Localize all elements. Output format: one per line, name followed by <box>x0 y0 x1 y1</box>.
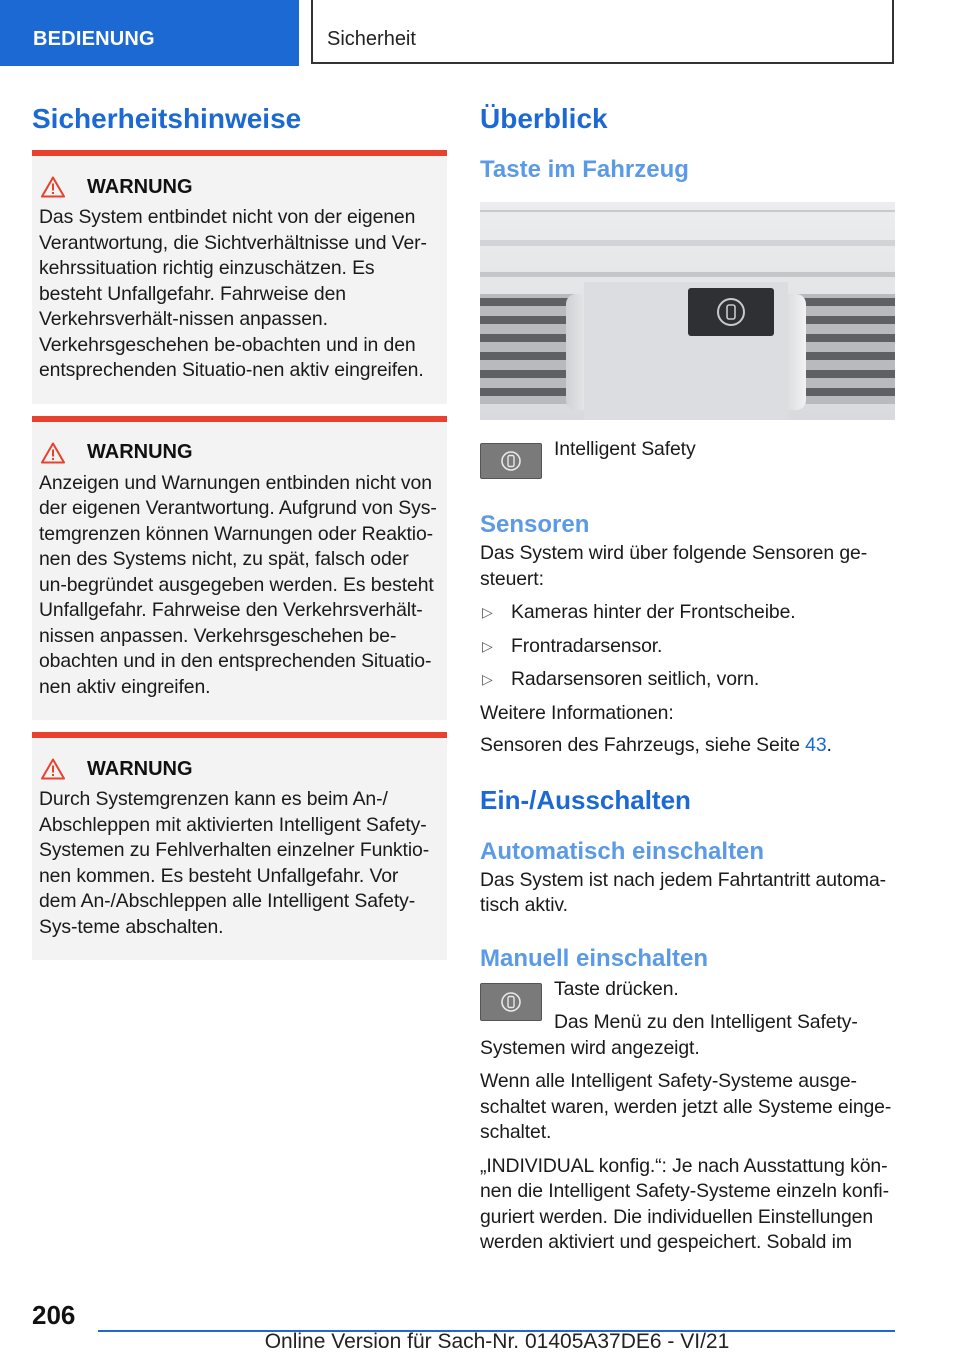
list-item-text: Frontradarsensor. <box>511 634 663 657</box>
onoff-heading: Ein-/Ausschalten <box>480 784 691 815</box>
auto-text: Das System ist nach jedem Fahrtantritt automa-tisch aktiv. <box>480 868 886 916</box>
more-info-label: Weitere Informationen: <box>480 701 674 724</box>
intelligent-safety-icon <box>500 991 522 1013</box>
chapter-label: Sicherheit <box>327 28 416 50</box>
reference-text: Sensoren des Fahrzeugs, siehe Seite <box>480 734 806 756</box>
warning-label: WARNUNG <box>87 441 193 463</box>
manual-paragraph-2: „INDIVIDUAL konfig.“: Je nach Ausstattung kön-nen die Intelligent Safety-Systeme einzeln konfi-guriert werden. Die individuellen Einstellungen werden aktiviert und gespeichert. Sobald im <box>480 1154 889 1253</box>
list-item-text: Radarsensoren seitlich, vorn. <box>511 668 760 690</box>
overview-title: Überblick <box>480 103 608 134</box>
intelligent-safety-button-icon <box>480 443 542 479</box>
warning-text: Anzeigen und Warnungen entbinden nicht von der eigenen Verantwortung. Aufgrund von Sys-temgrenzen können Warnungen oder Reaktio-nen des Systems nicht, zu spät, falsch oder un-begründet ausgegeben werden. Es besteht Unfallgefahr. Fahrweise den Verkehrsverhält-nissen anpassen. Verkehrsgeschehen be-obachten und in den entsprechenden Situatio-nen aktiv eingreifen. <box>39 471 437 698</box>
manual-step-2: Das Menü zu den Intelligent Safety- <box>554 1011 858 1033</box>
page-number: 206 <box>32 1300 76 1330</box>
button-caption-row <box>480 438 895 479</box>
warning-label: WARNUNG <box>87 175 193 198</box>
list-item <box>480 667 895 693</box>
bullet-triangle-icon: ▷ <box>482 637 493 654</box>
bullet-triangle-icon: ▷ <box>482 604 493 620</box>
warning-box-3 <box>32 732 447 960</box>
chapter-header <box>311 0 894 64</box>
manual-heading: Manuell einschalten <box>480 944 709 972</box>
intelligent-safety-icon <box>500 450 522 472</box>
intelligent-safety-button-icon <box>480 983 542 1021</box>
section-label: BEDIENUNG <box>33 28 155 50</box>
button-caption: Intelligent Safety <box>554 438 696 460</box>
footer-text <box>0 1330 960 1354</box>
page-title-safety: Sicherheitshinweise <box>32 103 302 134</box>
bullet-triangle-icon: ▷ <box>482 671 493 687</box>
warning-triangle-icon <box>41 442 65 464</box>
warning-box-2 <box>32 416 447 721</box>
manual-paragraph-1: Wenn alle Intelligent Safety-Systeme ausge-schaltet waren, werden jetzt alle Systeme einge-schaltet. <box>480 1070 892 1143</box>
list-item <box>480 634 895 660</box>
sensors-heading: Sensoren <box>480 511 590 538</box>
warning-box-1 <box>32 150 447 404</box>
list-item <box>480 600 895 626</box>
manual-step-1: Taste drücken. <box>554 977 679 1000</box>
warning-text: Das System entbindet nicht von der eigenen Verantwortung, die Sichtverhältnisse und Ver-kehrssituation richtig einzuschätzen. Es besteht Unfallgefahr. Fahrweise den Verkehrsverhält-nissen anpassen. Verkehrsgeschehen be-obachten und in den entsprechenden Situatio-nen aktiv eingreifen. <box>39 206 427 381</box>
manual-step-row <box>480 977 895 1036</box>
footer-version: Online Version für Sach-Nr. 01405A37DE6 - VI/21 <box>264 1330 730 1353</box>
page-reference <box>480 733 895 759</box>
warning-triangle-icon <box>41 176 65 198</box>
right-column <box>480 100 895 1256</box>
list-item-text: Kameras hinter der Frontscheibe. <box>511 601 796 623</box>
vent-photo-illustration <box>480 202 895 420</box>
left-column <box>32 100 447 972</box>
page-link[interactable]: 43 <box>805 734 827 756</box>
section-tab <box>0 0 299 66</box>
button-photo <box>480 202 895 420</box>
warning-triangle-icon <box>41 758 65 780</box>
manual-step-2-cont: Systemen wird angezeigt. <box>480 1036 700 1059</box>
reference-end: . <box>826 734 832 756</box>
sensors-intro: Das System wird über folgende Sensoren ge-steuert: <box>480 542 868 590</box>
warning-label: WARNUNG <box>87 757 193 780</box>
warning-text: Durch Systemgrenzen kann es beim An-/ Abschleppen mit aktivierten Intelligent Safety-Systemen zu Fehlverhalten einzelner Funktio-nen kommen. Es besteht Unfallgefahr. Vor dem An-/Abschleppen alle Intelligent Safety-Sys-teme abschalten. <box>39 788 430 938</box>
button-heading: Taste im Fahrzeug <box>480 156 689 183</box>
auto-heading: Automatisch einschalten <box>480 837 765 865</box>
